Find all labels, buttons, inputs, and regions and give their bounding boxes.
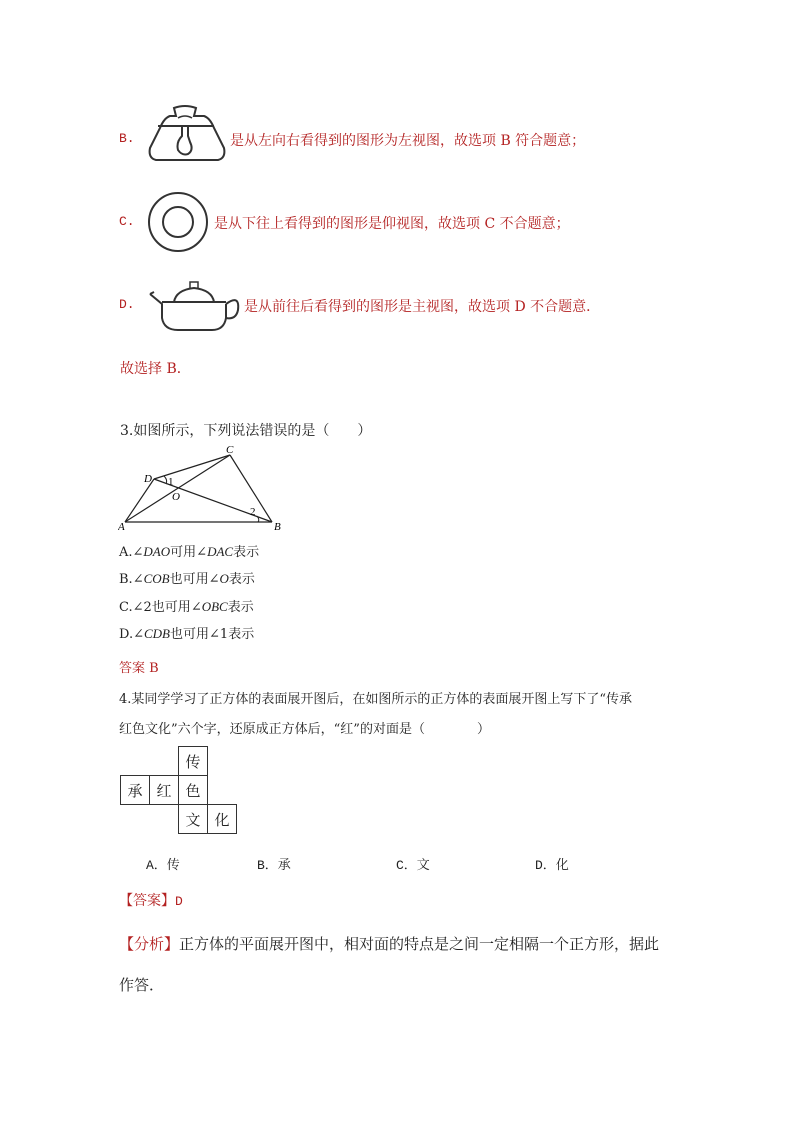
question-3-choice-d: D.∠CDB也可用∠1表示 [119, 626, 255, 642]
option-d-text: 是从前往后看得到的图形是主视图，故选项 D 不合题意． [244, 299, 601, 315]
question-4-choice-b: B．承 [257, 858, 291, 873]
net-cell-bottom-left: 文 [179, 805, 208, 834]
question-4-choice-a: A．传 [146, 858, 180, 873]
angle-1-label: 1 [168, 476, 174, 488]
teapot-front-view-image [148, 274, 242, 332]
answer-label: 【答案】 [119, 893, 175, 909]
option-c-letter: C. [119, 214, 135, 229]
triangle-figure [118, 442, 288, 534]
question-3-answer: 答案 B [119, 661, 159, 676]
net-cell-mid: 色 [179, 776, 208, 805]
vertex-a-label: A [118, 521, 125, 533]
question-4-answer [119, 890, 183, 910]
angle-2-label: 2 [250, 506, 256, 518]
answer-conclusion: 故选择 B． [120, 361, 191, 377]
net-cell-bottom-right: 化 [208, 805, 237, 834]
question-3-choice-c: C.∠2也可用∠OBC表示 [119, 599, 254, 615]
question-4-analysis: 【分析】正方体的平面展开图中，相对面的特点是之间一定相隔一个正方形，据此 [119, 935, 660, 953]
teapot-bottom-view-image [146, 190, 210, 254]
question-4-choice-d: D．化 [535, 858, 569, 873]
question-4-choice-c: C．文 [396, 858, 430, 873]
option-b-letter: B. [119, 131, 135, 146]
option-d-letter: D. [119, 297, 135, 312]
net-cell-mid-left: 红 [150, 776, 179, 805]
question-3-choice-b: B.∠COB也可用∠O表示 [119, 571, 255, 587]
vertex-d-label: D [144, 473, 152, 485]
analysis-label: 【分析】 [119, 935, 180, 953]
cube-net-table [120, 746, 237, 834]
question-3-choice-a: A.∠DAO可用∠DAC表示 [119, 544, 260, 560]
net-cell-top: 传 [179, 747, 208, 776]
option-b-text: 是从左向右看得到的图形为左视图，故选项 B 符合题意； [230, 133, 586, 149]
question-3-title: 3.如图所示，下列说法错误的是（ ） [120, 423, 372, 439]
vertex-b-label: B [274, 521, 281, 533]
option-c-text: 是从下往上看得到的图形是仰视图，故选项 C 不合题意； [214, 216, 570, 232]
question-4-line2: 红色文化”六个字，还原成正方体后，“红”的对面是（ ） [119, 722, 490, 737]
question-4-line1: 4.某同学学习了正方体的表面展开图后，在如图所示的正方体的表面展开图上写下了“传承 [119, 692, 633, 707]
vertex-c-label: C [226, 444, 234, 456]
question-4-analysis-line2: 作答． [119, 976, 165, 994]
point-o-label: O [172, 491, 180, 503]
answer-value: D [175, 894, 183, 909]
teapot-left-view-image [144, 104, 228, 162]
net-cell-left: 承 [121, 776, 150, 805]
